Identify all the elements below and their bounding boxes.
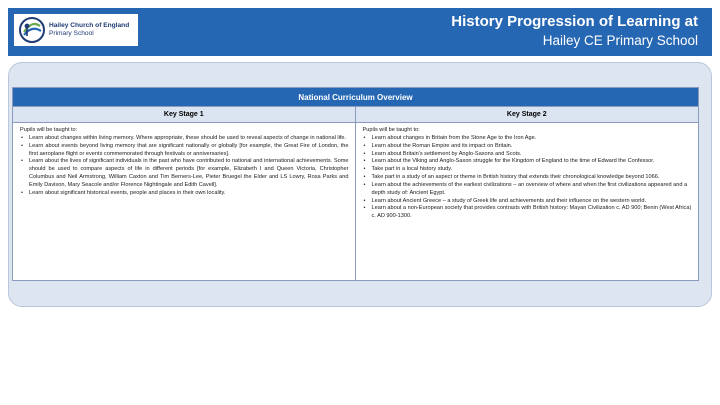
ks2-list [363, 135, 693, 221]
logo-subname: Primary School [49, 30, 94, 37]
list-item: • Learn about the achievements of the earliest civilizations – an overview of where and when the first civilizations appeared and a depth study of: Ancient Egypt. [363, 182, 693, 198]
table-body-row [13, 123, 698, 280]
list-item: • Take part in a local history study. [363, 166, 693, 174]
ks1-intro: Pupils will be taught to: [20, 127, 78, 133]
column-header-ks2: Key Stage 2 [506, 111, 547, 118]
list-item: • Learn about the Viking and Anglo-Saxon struggle for the Kingdom of England to the time of Edward the Confessor. [363, 158, 693, 166]
table-title: National Curriculum Overview [13, 88, 698, 106]
curriculum-table [12, 87, 699, 281]
column-header-ks1: Key Stage 1 [13, 107, 356, 122]
logo-name: Hailey Church of England [49, 22, 130, 29]
ks1-cell [13, 123, 356, 280]
list-item: • Learn about Ancient Greece – a study of Greek life and achievements and their influence on the western world. [363, 198, 693, 206]
ks1-list [20, 135, 349, 198]
list-item: • Learn about the Roman Empire and its impact on Britain. [363, 143, 693, 151]
school-crest-icon [18, 16, 46, 44]
ks2-cell [356, 123, 699, 280]
list-item: • Learn about significant historical events, people and places in their own locality. [20, 190, 349, 198]
list-item: • Take part in a study of an aspect or theme in British history that extends their chronological knowledge beyond 1066. [363, 174, 693, 182]
list-item: • Learn about changes in Britain from the Stone Age to the Iron Age. [363, 135, 693, 143]
page-subtitle: Hailey CE Primary School [542, 33, 698, 48]
list-item: • Learn about events beyond living memory that are significant nationally or globally [for example, the Great Fire of London, the first aeroplane flight or events commemorated through festivals or anniversaries]. [20, 143, 349, 159]
list-item: • Learn about the lives of significant individuals in the past who have contributed to national and international achievements. Some should be used to compare aspects of life in different periods [for example, Elizabeth I and Queen Victoria, Christopher Columbus and Neil Armstrong, William Caxton and Tim Berners-Lee, Pieter Bruegel the Elder and LS Lowry, Rosa Parks and Emily Davison, Mary Seacole and/or Florence Nightingale and Edith Cavell]. [20, 158, 349, 189]
list-item: • Learn about changes within living memory. Where appropriate, these should be used to reveal aspects of change in national life. [20, 135, 349, 143]
list-item: • Learn about Britain's settlement by Anglo-Saxons and Scots. [363, 151, 693, 159]
page-title: History Progression of Learning at [451, 13, 698, 30]
table-header-row [13, 106, 698, 123]
school-logo [14, 14, 138, 46]
ks2-intro: Pupils will be taught to: [362, 127, 420, 133]
list-item: • Learn about a non-European society that provides contrasts with British history: Mayan Civilization c. AD 900; Benin (West Africa) c. AD 900-1300. [363, 205, 693, 221]
